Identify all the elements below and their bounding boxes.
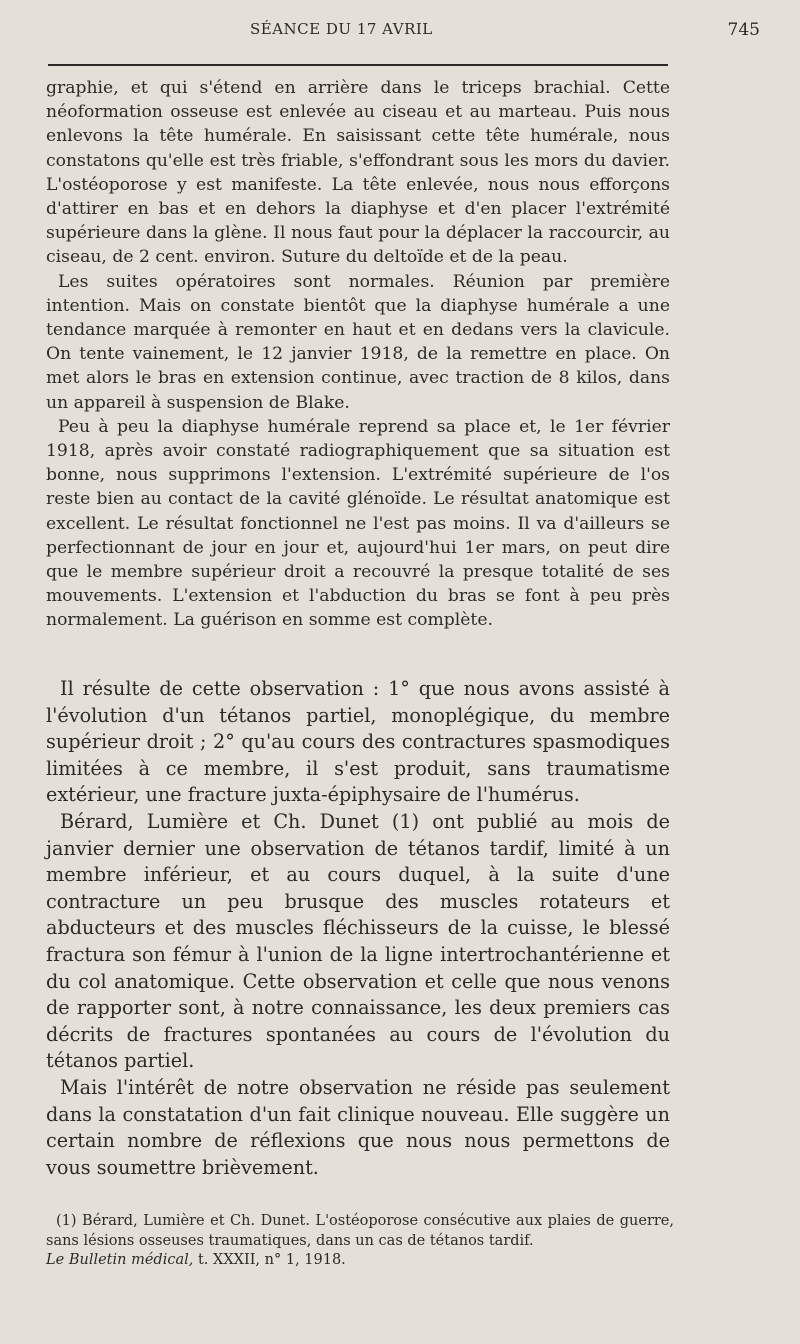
running-title: SÉANCE DU 17 AVRIL	[250, 20, 433, 38]
footnote-paragraph	[46, 1212, 674, 1271]
paragraph-berard-case: Bérard, Lumière et Ch. Dunet (1) ont publié au mois de janvier dernier une observation de tétanos tardif, limité à un membre inférieur, et au cours duquel, à la suite d'une contracture un peu brusque des muscles rotateurs et abducteurs et des muscles fléchisseurs de la cuisse, le blessé fractura son fémur à l'union de la ligne intertrochantérienne et du col anatomique. Cette observation et celle que nous venons de rapporter sont, à notre connaissance, les deux premiers cas décrits de fractures spontanées au cours de l'évolution du tétanos partiel.	[46, 809, 670, 1073]
header-rule	[48, 64, 668, 66]
page-header	[40, 18, 760, 46]
paragraph-interest: Mais l'intérêt de notre observation ne réside pas seulement dans la constatation d'un fait clinique nouveau. Elle suggère un certain nombre de réflexions que nous nous permettons de vous soumettre brièvement.	[46, 1075, 670, 1179]
paragraph-recovery: Peu à peu la diaphyse humérale reprend sa place et, le 1er février 1918, après avoir constaté radiographiquement que sa situation est bonne, nous supprimons l'extension. L'extrémité supérieure de l'os reste bien au contact de la cavité glénoïde. Le résultat anatomique est excellent. Le résultat fonctionnel ne l'est pas moins. Il va d'ailleurs se perfectionnant de jour en jour et, aujourd'hui 1er mars, on peut dire que le membre supérieur droit a recouvré la presque totalité de ses mouvements. L'extension et l'abduction du bras se font à peu près normalement. La guérison en somme est complète.	[46, 416, 670, 631]
footnote	[46, 1212, 674, 1271]
page-number: 745	[727, 20, 760, 40]
paragraph-postoperative: Les suites opératoires sont normales. Réunion par première intention. Mais on constate bientôt que la diaphyse humérale a une tendance marquée à remonter en haut et en dedans vers la clavicule. On tente vainement, le 12 janvier 1918, de la remettre en place. On met alors le bras en extension continue, avec traction de 8 kilos, dans un appareil à suspension de Blake.	[46, 271, 670, 413]
paragraph-conclusion: Il résulte de cette observation : 1° que nous avons assisté à l'évolution d'un tétanos partiel, monoplégique, du membre supérieur droit ; 2° qu'au cours des contractures spasmodiques limitées à ce membre, il s'est produit, sans traumatisme extérieur, une fracture juxta-épiphysaire de l'humérus.	[46, 677, 670, 807]
case-report-text	[46, 76, 670, 633]
discussion-text	[46, 676, 670, 1181]
footnote-text: (1) Bérard, Lumière et Ch. Dunet. L'ostéoporose consécutive aux plaies de guerre, sans lésions osseuses traumatiques, dans un cas de tétanos tardif.	[46, 1213, 674, 1249]
footnote-citation: t. XXXII, n° 1, 1918.	[193, 1252, 346, 1268]
footnote-journal: Le Bulletin médical,	[46, 1252, 194, 1268]
paragraph-operation: graphie, et qui s'étend en arrière dans le triceps brachial. Cette néoformation osseuse est enlevée au ciseau et au marteau. Puis nous enlevons la tête humérale. En saisissant cette tête humérale, nous constatons qu'elle est très friable, s'effondrant sous les mors du davier. L'ostéoporose y est manifeste. La tête enlevée, nous nous efforçons d'attirer en bas et en dehors la diaphyse et d'en placer l'extrémité supérieure dans la glène. Il nous faut pour la déplacer la raccourcir, au ciseau, de 2 cent. environ. Suture du deltoïde et de la peau.	[46, 78, 670, 268]
